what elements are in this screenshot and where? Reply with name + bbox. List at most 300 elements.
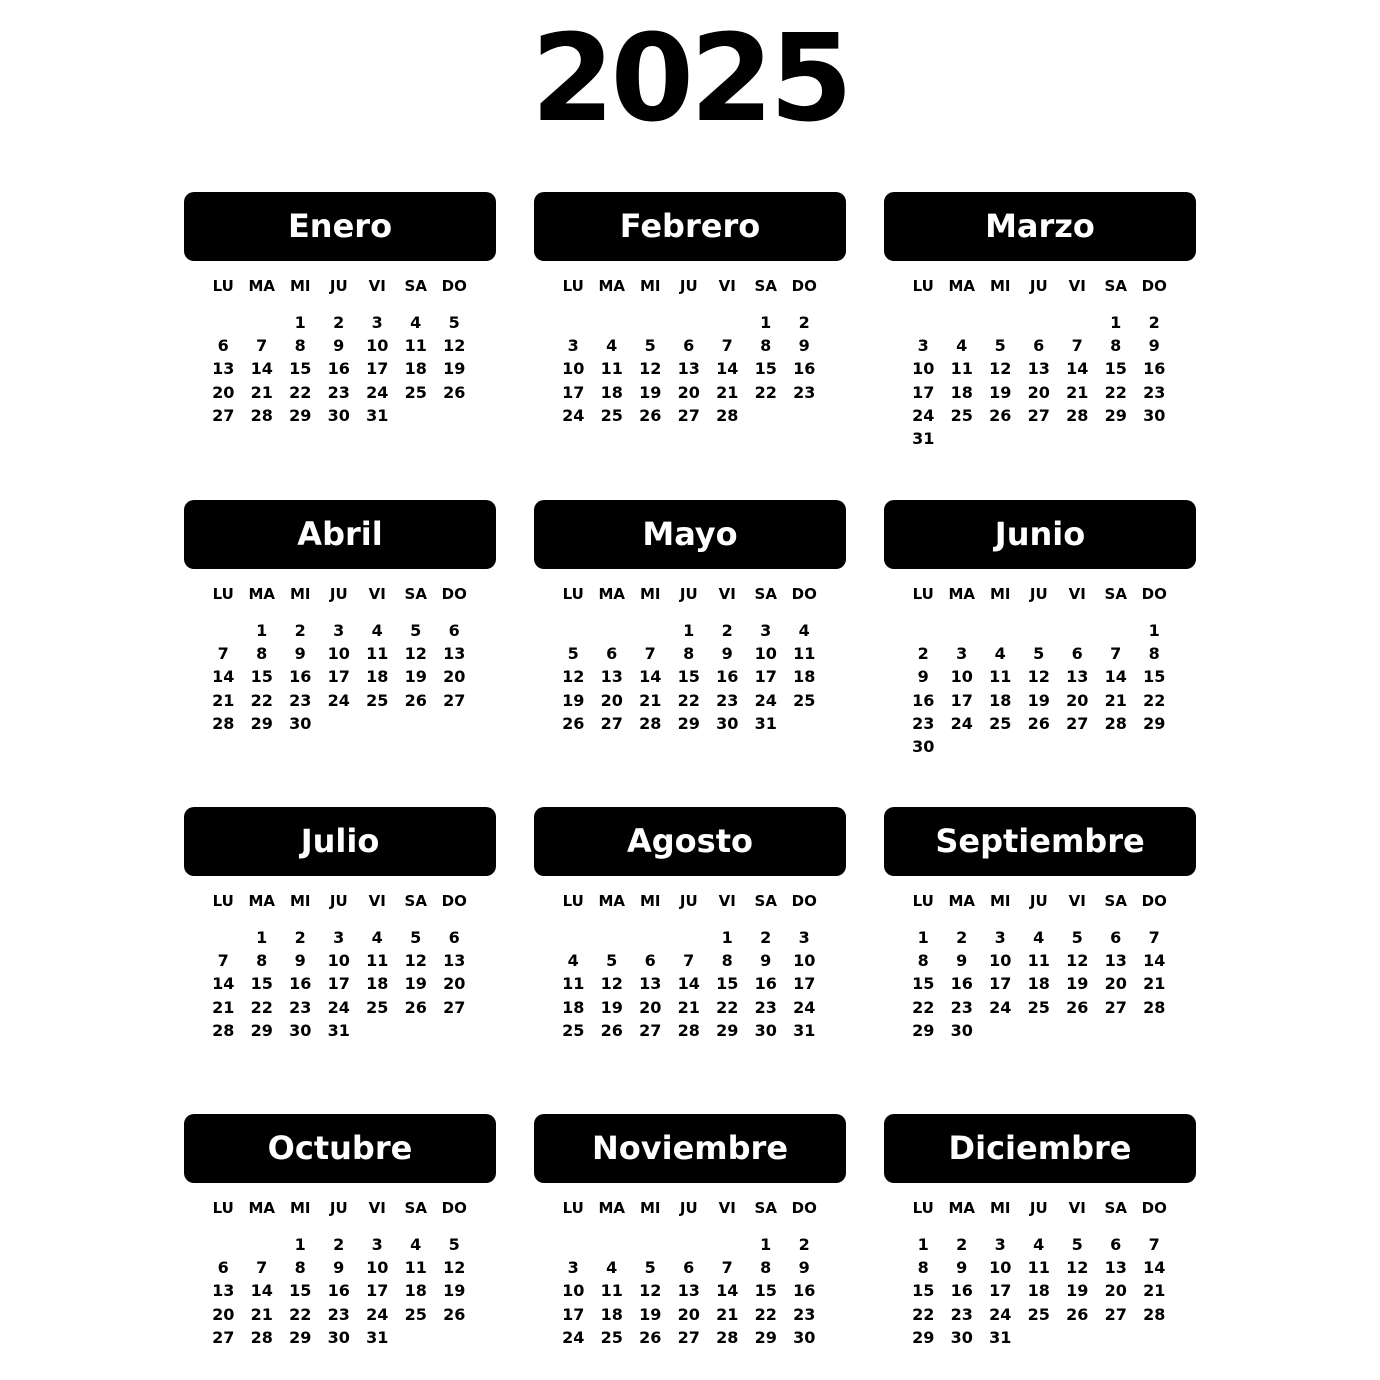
day-cell: 16 xyxy=(289,667,312,687)
week-row xyxy=(884,926,1196,949)
day-cell: 14 xyxy=(677,974,700,994)
day-cell: 4 xyxy=(1033,1235,1045,1254)
day-cell: 26 xyxy=(600,1020,623,1040)
day-cell: 12 xyxy=(600,974,623,994)
day-cell: 13 xyxy=(1066,667,1089,687)
day-cell: 8 xyxy=(294,1258,306,1278)
day-cell: 9 xyxy=(721,644,733,664)
week-row xyxy=(534,689,846,712)
day-cell: 8 xyxy=(721,951,733,971)
day-cell: 22 xyxy=(912,1304,935,1324)
day-cell xyxy=(981,427,1020,450)
day-cell: 21 xyxy=(212,690,235,710)
day-cell xyxy=(1058,311,1097,334)
day-cell: 19 xyxy=(443,359,466,379)
weekday-label: JU xyxy=(329,1199,348,1217)
weekday-label: DO xyxy=(791,277,817,295)
day-cell: 7 xyxy=(217,644,229,664)
day-cell: 13 xyxy=(1104,1258,1127,1278)
month-block xyxy=(534,192,846,427)
day-cell: 23 xyxy=(912,713,935,733)
week-row xyxy=(534,1279,846,1302)
day-cell xyxy=(1058,735,1097,758)
day-cell: 25 xyxy=(366,997,389,1017)
week-row xyxy=(884,949,1196,972)
day-cell: 11 xyxy=(404,336,427,356)
day-cell: 14 xyxy=(1143,1258,1166,1278)
day-cell: 9 xyxy=(294,951,306,971)
weekday-label: VI xyxy=(368,1199,386,1217)
weekday-label: MA xyxy=(598,1199,626,1217)
day-cell xyxy=(670,311,709,334)
day-cell: 6 xyxy=(1110,928,1122,947)
day-cell: 16 xyxy=(912,690,935,710)
weekday-label: DO xyxy=(791,892,817,910)
day-cell xyxy=(554,1233,593,1256)
weekday-label: JU xyxy=(679,277,698,295)
day-grid xyxy=(884,619,1196,758)
weekday-label: DO xyxy=(441,1199,467,1217)
week-row xyxy=(884,642,1196,665)
day-cell: 25 xyxy=(600,1327,623,1347)
day-cell: 6 xyxy=(683,336,695,356)
weekday-label: MI xyxy=(289,892,311,910)
day-cell: 18 xyxy=(404,1281,427,1301)
day-cell: 22 xyxy=(289,382,312,402)
day-cell: 23 xyxy=(289,997,312,1017)
day-cell xyxy=(1020,1019,1059,1042)
weekday-label: MA xyxy=(948,277,976,295)
day-cell: 7 xyxy=(1148,928,1160,947)
day-cell: 6 xyxy=(683,1258,695,1278)
day-cell: 21 xyxy=(212,997,235,1017)
day-cell: 9 xyxy=(956,951,968,971)
day-cell: 4 xyxy=(606,336,618,356)
day-cell: 6 xyxy=(1071,644,1083,664)
day-cell xyxy=(435,1326,474,1349)
weekday-header-row xyxy=(534,891,846,911)
day-cell: 8 xyxy=(683,644,695,664)
day-cell: 21 xyxy=(1143,1281,1166,1301)
day-cell: 15 xyxy=(912,974,935,994)
day-cell: 28 xyxy=(1104,713,1127,733)
weekday-label: MA xyxy=(248,1199,276,1217)
day-cell: 8 xyxy=(760,1258,772,1278)
weekday-label: MA xyxy=(948,585,976,603)
day-cell: 13 xyxy=(639,974,662,994)
day-cell: 10 xyxy=(950,667,973,687)
week-row xyxy=(184,311,496,334)
day-cell: 30 xyxy=(716,713,739,733)
day-cell: 16 xyxy=(1143,359,1166,379)
day-cell: 18 xyxy=(600,382,623,402)
weekday-label: VI xyxy=(1068,892,1086,910)
day-cell xyxy=(904,311,943,334)
day-cell: 5 xyxy=(1071,928,1083,947)
weekday-label: VI xyxy=(718,277,736,295)
day-cell: 18 xyxy=(793,667,816,687)
day-cell: 27 xyxy=(677,405,700,425)
day-cell: 24 xyxy=(912,405,935,425)
day-cell: 22 xyxy=(250,690,273,710)
day-cell: 23 xyxy=(716,690,739,710)
day-cell: 15 xyxy=(289,1281,312,1301)
day-cell xyxy=(943,427,982,450)
day-cell: 9 xyxy=(1148,336,1160,356)
weekday-label: DO xyxy=(441,585,467,603)
day-cell: 11 xyxy=(366,644,389,664)
day-cell xyxy=(435,1019,474,1042)
weekday-label: JU xyxy=(1029,277,1048,295)
day-cell: 31 xyxy=(754,713,777,733)
day-cell: 25 xyxy=(404,382,427,402)
weekday-label: VI xyxy=(1068,1199,1086,1217)
day-cell: 21 xyxy=(677,997,700,1017)
week-row xyxy=(884,689,1196,712)
day-cell: 28 xyxy=(1143,1304,1166,1324)
day-cell: 10 xyxy=(912,359,935,379)
day-cell: 21 xyxy=(716,382,739,402)
weekday-label: SA xyxy=(404,892,427,910)
day-cell: 11 xyxy=(989,667,1012,687)
day-cell xyxy=(1020,311,1059,334)
day-cell: 3 xyxy=(333,928,345,947)
day-cell: 20 xyxy=(1104,974,1127,994)
day-cell xyxy=(1097,735,1136,758)
weekday-label: DO xyxy=(791,1199,817,1217)
month-block xyxy=(534,1114,846,1349)
day-cell: 1 xyxy=(1148,621,1160,640)
day-cell: 27 xyxy=(443,690,466,710)
day-cell: 28 xyxy=(1066,405,1089,425)
week-row xyxy=(884,357,1196,380)
day-cell: 7 xyxy=(721,1258,733,1278)
week-row xyxy=(534,334,846,357)
day-cell: 30 xyxy=(912,736,935,756)
day-cell: 4 xyxy=(371,621,383,640)
week-row xyxy=(534,949,846,972)
day-cell: 27 xyxy=(600,713,623,733)
day-cell xyxy=(943,619,982,642)
day-cell: 15 xyxy=(716,974,739,994)
weekday-label: LU xyxy=(912,892,934,910)
day-cell: 1 xyxy=(721,928,733,947)
day-cell: 27 xyxy=(1104,997,1127,1017)
week-row xyxy=(534,381,846,404)
weekday-label: SA xyxy=(404,1199,427,1217)
weekday-label: DO xyxy=(1141,277,1167,295)
day-cell: 17 xyxy=(327,974,350,994)
day-cell: 23 xyxy=(289,690,312,710)
month-block xyxy=(184,1114,496,1349)
week-row xyxy=(884,712,1196,735)
day-cell: 8 xyxy=(256,644,268,664)
day-cell: 20 xyxy=(677,1304,700,1324)
day-cell: 3 xyxy=(567,1258,579,1278)
week-row xyxy=(534,1233,846,1256)
day-cell: 3 xyxy=(760,621,772,640)
day-cell: 28 xyxy=(1143,997,1166,1017)
day-cell: 12 xyxy=(404,644,427,664)
day-cell: 19 xyxy=(989,382,1012,402)
week-row xyxy=(884,972,1196,995)
day-cell: 23 xyxy=(950,1304,973,1324)
day-cell: 6 xyxy=(217,336,229,356)
day-cell xyxy=(1097,1326,1136,1349)
week-row xyxy=(884,665,1196,688)
day-cell: 17 xyxy=(366,1281,389,1301)
weekday-label: VI xyxy=(368,892,386,910)
day-cell: 11 xyxy=(1027,951,1050,971)
day-cell: 30 xyxy=(950,1327,973,1347)
day-cell: 7 xyxy=(1148,1235,1160,1254)
day-cell xyxy=(1020,1326,1059,1349)
day-cell xyxy=(435,404,474,427)
weekday-label: VI xyxy=(368,277,386,295)
day-cell xyxy=(204,619,243,642)
day-cell: 18 xyxy=(366,667,389,687)
week-row xyxy=(534,642,846,665)
day-cell: 7 xyxy=(1071,336,1083,356)
day-cell: 14 xyxy=(212,667,235,687)
weekday-label: DO xyxy=(1141,585,1167,603)
day-cell xyxy=(747,404,786,427)
day-cell: 25 xyxy=(1027,997,1050,1017)
day-cell: 17 xyxy=(562,382,585,402)
weekday-label: MI xyxy=(289,1199,311,1217)
weekday-label: LU xyxy=(212,1199,234,1217)
day-cell: 13 xyxy=(600,667,623,687)
day-cell: 3 xyxy=(371,1235,383,1254)
week-row xyxy=(534,712,846,735)
week-row xyxy=(184,996,496,1019)
day-grid xyxy=(884,1233,1196,1349)
weekday-label: LU xyxy=(912,1199,934,1217)
day-cell: 1 xyxy=(683,621,695,640)
weekday-header-row xyxy=(184,584,496,604)
weekday-label: DO xyxy=(791,585,817,603)
day-cell: 2 xyxy=(333,1235,345,1254)
day-cell: 9 xyxy=(917,667,929,687)
day-cell: 28 xyxy=(677,1020,700,1040)
day-cell: 4 xyxy=(410,1235,422,1254)
day-cell: 1 xyxy=(294,1235,306,1254)
month-header: Octubre xyxy=(184,1114,496,1183)
day-cell xyxy=(1020,735,1059,758)
day-cell: 2 xyxy=(333,313,345,332)
week-row xyxy=(884,1019,1196,1042)
day-cell xyxy=(435,712,474,735)
day-cell: 24 xyxy=(562,1327,585,1347)
day-cell: 12 xyxy=(1066,1258,1089,1278)
day-cell: 4 xyxy=(371,928,383,947)
day-cell: 17 xyxy=(562,1304,585,1324)
day-cell: 24 xyxy=(793,997,816,1017)
weekday-header-row xyxy=(884,584,1196,604)
day-cell: 20 xyxy=(639,997,662,1017)
day-cell: 17 xyxy=(793,974,816,994)
day-grid xyxy=(184,926,496,1042)
day-cell: 13 xyxy=(1027,359,1050,379)
day-cell: 2 xyxy=(760,928,772,947)
week-row xyxy=(534,1326,846,1349)
day-cell: 29 xyxy=(289,1327,312,1347)
day-cell: 5 xyxy=(1071,1235,1083,1254)
day-cell: 2 xyxy=(1148,313,1160,332)
weekday-label: DO xyxy=(1141,892,1167,910)
day-cell xyxy=(785,404,824,427)
day-cell: 15 xyxy=(250,667,273,687)
day-cell: 16 xyxy=(716,667,739,687)
month-header: Septiembre xyxy=(884,807,1196,876)
day-cell: 15 xyxy=(289,359,312,379)
day-cell: 8 xyxy=(917,1258,929,1278)
day-cell: 4 xyxy=(994,644,1006,664)
week-row xyxy=(184,381,496,404)
day-cell: 24 xyxy=(950,713,973,733)
week-row xyxy=(184,926,496,949)
weekday-label: JU xyxy=(1029,1199,1048,1217)
weekday-label: SA xyxy=(1104,585,1127,603)
week-row xyxy=(184,357,496,380)
weekday-label: VI xyxy=(1068,585,1086,603)
day-cell: 7 xyxy=(1110,644,1122,664)
day-cell: 23 xyxy=(327,1304,350,1324)
month-header: Marzo xyxy=(884,192,1196,261)
day-cell xyxy=(1135,427,1174,450)
day-cell xyxy=(981,735,1020,758)
week-row xyxy=(184,1326,496,1349)
month-header: Febrero xyxy=(534,192,846,261)
day-cell: 26 xyxy=(443,1304,466,1324)
day-cell: 31 xyxy=(366,405,389,425)
week-row xyxy=(884,996,1196,1019)
day-cell: 21 xyxy=(250,382,273,402)
weekday-label: SA xyxy=(1104,277,1127,295)
weekday-label: MA xyxy=(948,892,976,910)
weekday-header-row xyxy=(184,891,496,911)
day-cell: 20 xyxy=(212,1304,235,1324)
day-cell xyxy=(204,311,243,334)
day-cell: 16 xyxy=(793,1281,816,1301)
weekday-label: JU xyxy=(329,277,348,295)
day-cell: 31 xyxy=(989,1327,1012,1347)
week-row xyxy=(534,1019,846,1042)
day-cell: 22 xyxy=(716,997,739,1017)
day-cell xyxy=(593,311,632,334)
day-cell: 19 xyxy=(562,690,585,710)
day-cell: 10 xyxy=(327,644,350,664)
day-cell: 24 xyxy=(754,690,777,710)
weekday-label: LU xyxy=(562,892,584,910)
day-cell: 27 xyxy=(1066,713,1089,733)
day-cell: 27 xyxy=(1104,1304,1127,1324)
day-cell: 26 xyxy=(404,690,427,710)
week-row xyxy=(534,972,846,995)
day-cell xyxy=(631,926,670,949)
month-block xyxy=(884,1114,1196,1349)
day-cell: 19 xyxy=(639,382,662,402)
day-cell: 6 xyxy=(1033,336,1045,356)
day-cell xyxy=(204,1233,243,1256)
day-cell: 21 xyxy=(716,1304,739,1324)
weekday-header-row xyxy=(534,1198,846,1218)
day-cell: 9 xyxy=(333,1258,345,1278)
week-row xyxy=(534,665,846,688)
month-header: Noviembre xyxy=(534,1114,846,1183)
weekday-label: JU xyxy=(329,892,348,910)
day-cell: 24 xyxy=(366,1304,389,1324)
day-cell: 17 xyxy=(950,690,973,710)
day-cell: 29 xyxy=(716,1020,739,1040)
day-cell: 18 xyxy=(600,1304,623,1324)
day-cell xyxy=(554,619,593,642)
day-cell: 12 xyxy=(1027,667,1050,687)
month-block xyxy=(884,192,1196,450)
day-cell: 20 xyxy=(600,690,623,710)
week-row xyxy=(534,1256,846,1279)
week-row xyxy=(534,311,846,334)
day-cell: 24 xyxy=(366,382,389,402)
day-cell: 14 xyxy=(639,667,662,687)
month-header: Agosto xyxy=(534,807,846,876)
day-cell: 15 xyxy=(754,359,777,379)
day-cell xyxy=(320,712,359,735)
weekday-label: JU xyxy=(679,585,698,603)
day-cell: 19 xyxy=(1027,690,1050,710)
day-cell: 8 xyxy=(917,951,929,971)
day-cell: 3 xyxy=(994,928,1006,947)
day-cell: 26 xyxy=(639,405,662,425)
day-cell: 2 xyxy=(956,928,968,947)
day-cell xyxy=(1020,427,1059,450)
day-cell: 1 xyxy=(760,1235,772,1254)
day-cell: 8 xyxy=(1148,644,1160,664)
day-cell xyxy=(1058,427,1097,450)
weekday-label: DO xyxy=(1141,1199,1167,1217)
day-grid xyxy=(884,926,1196,1042)
day-cell: 19 xyxy=(404,974,427,994)
day-cell xyxy=(1097,619,1136,642)
day-cell: 20 xyxy=(1027,382,1050,402)
day-cell: 5 xyxy=(606,951,618,971)
day-cell: 18 xyxy=(1027,974,1050,994)
day-cell: 11 xyxy=(562,974,585,994)
month-block xyxy=(534,807,846,1042)
day-cell: 24 xyxy=(327,690,350,710)
day-cell: 17 xyxy=(912,382,935,402)
day-cell: 22 xyxy=(250,997,273,1017)
weekday-label: SA xyxy=(754,277,777,295)
day-cell: 4 xyxy=(956,336,968,356)
day-cell: 7 xyxy=(256,1258,268,1278)
day-cell xyxy=(670,1233,709,1256)
weekday-label: MI xyxy=(989,1199,1011,1217)
day-cell: 23 xyxy=(1143,382,1166,402)
day-cell: 11 xyxy=(950,359,973,379)
day-cell: 6 xyxy=(644,951,656,971)
day-cell: 25 xyxy=(600,405,623,425)
day-cell: 14 xyxy=(212,974,235,994)
weekday-label: LU xyxy=(212,892,234,910)
weekday-label: SA xyxy=(404,277,427,295)
day-cell: 3 xyxy=(333,621,345,640)
weekday-label: MA xyxy=(248,277,276,295)
day-cell: 20 xyxy=(212,382,235,402)
day-cell: 12 xyxy=(639,359,662,379)
week-row xyxy=(884,334,1196,357)
weekday-label: LU xyxy=(562,277,584,295)
